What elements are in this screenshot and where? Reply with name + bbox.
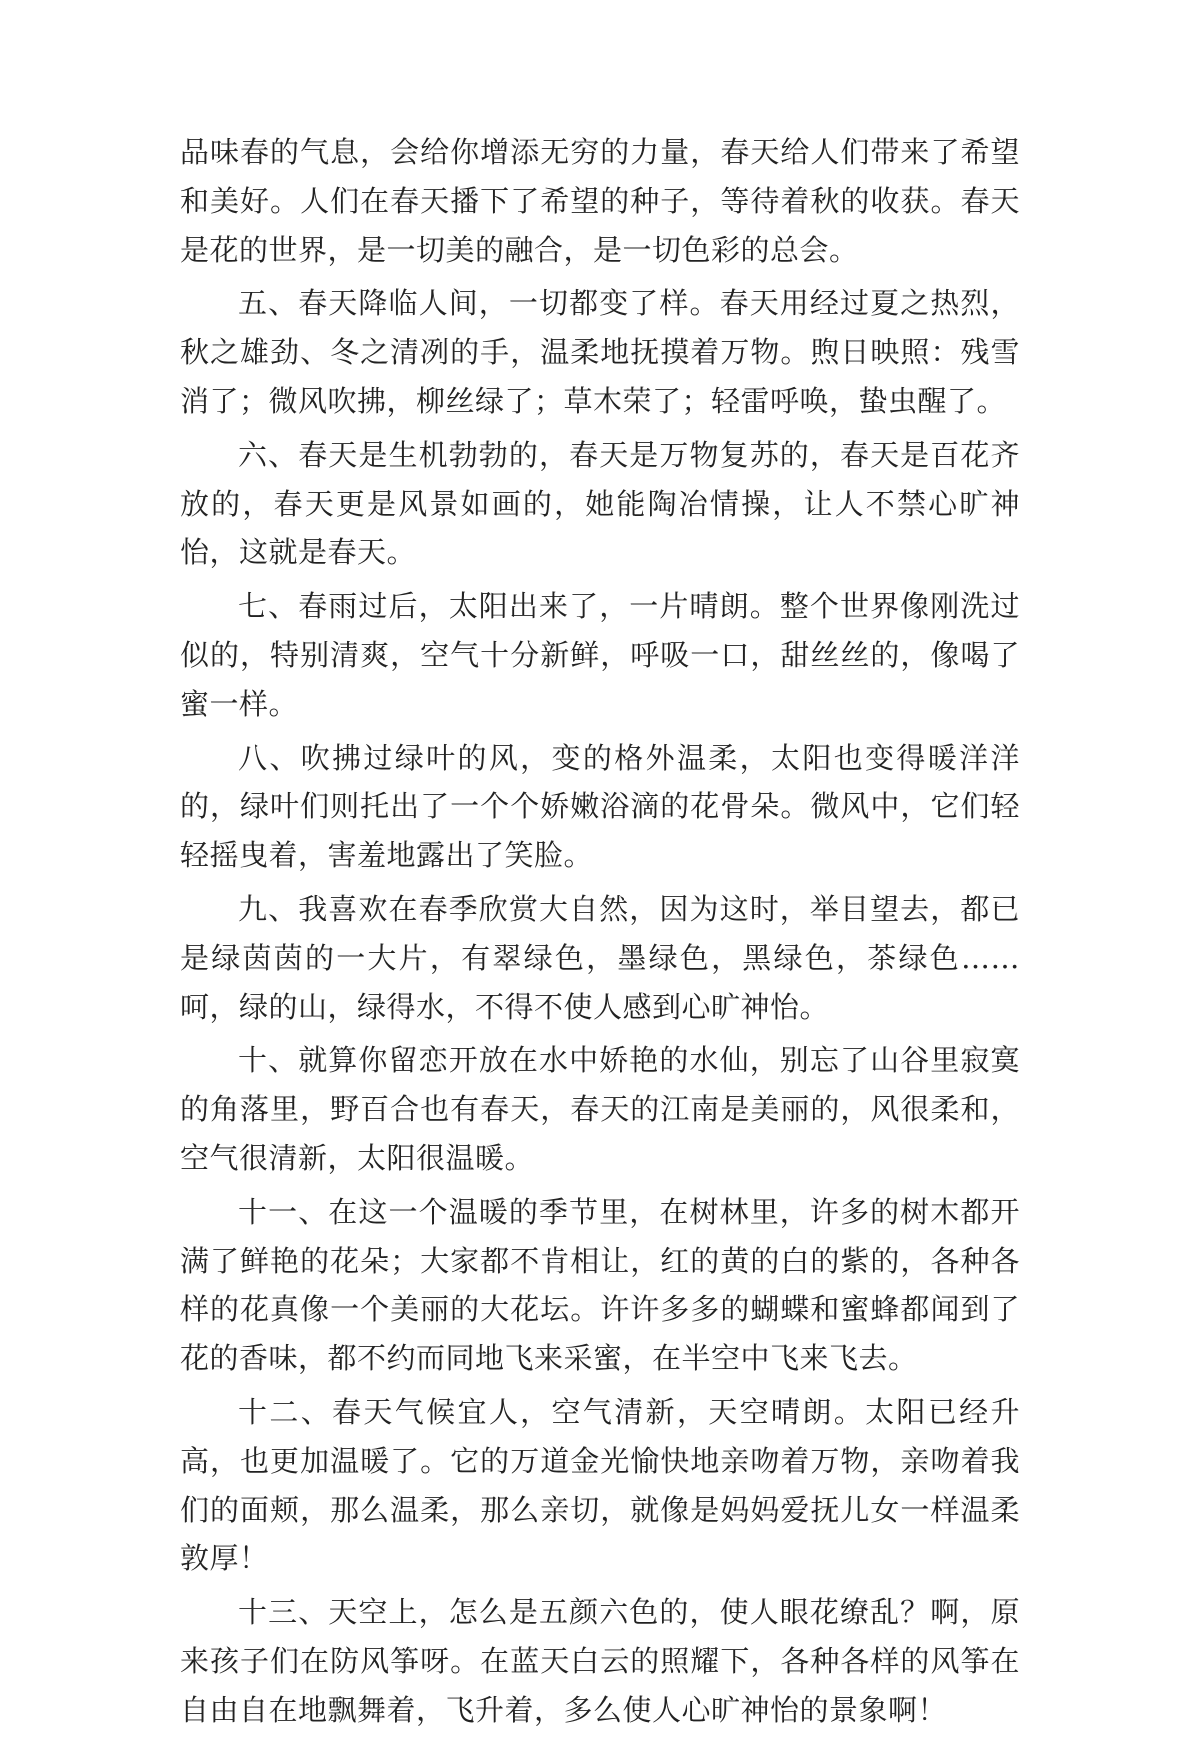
paragraph-10: 十、就算你留恋开放在水中娇艳的水仙，别忘了山谷里寂寞的角落里，野百合也有春天，春天的江南是美丽的，风很柔和，空气很清新，太阳很温暖。 xyxy=(180,1043,1020,1175)
paragraph-intro: 品味春的气息，会给你增添无穷的力量，春天给人们带来了希望和美好。人们在春天播下了希望的种子，等待着秋的收获。春天是花的世界，是一切美的融合，是一切色彩的总会。 xyxy=(180,135,1020,267)
paragraph-6: 六、春天是生机勃勃的，春天是万物复苏的，春天是百花齐放的，春天更是风景如画的，她能陶冶情操，让人不禁心旷神怡，这就是春天。 xyxy=(180,437,1020,570)
paragraph-8: 八、吹拂过绿叶的风，变的格外温柔，太阳也变得暖洋洋的，绿叶们则托出了一个个娇嫩浴滴的花骨朵。微风中，它们轻轻摇曳着，害羞地露出了笑脸。 xyxy=(180,740,1020,873)
paragraph-9: 九、我喜欢在春季欣赏大自然，因为这时，举目望去，都已是绿茵茵的一大片，有翠绿色，墨绿色，黑绿色，茶绿色……呵，绿的山，绿得水，不得不使人感到心旷神怡。 xyxy=(180,891,1020,1024)
document-body xyxy=(180,128,1020,1740)
paragraph-7: 七、春雨过后，太阳出来了，一片晴朗。整个世界像刚洗过似的，特别清爽，空气十分新鲜，呼吸一口，甜丝丝的，像喝了蜜一样。 xyxy=(180,589,1020,721)
paragraph-5: 五、春天降临人间，一切都变了样。春天用经过夏之热烈，秋之雄劲、冬之清冽的手，温柔地抚摸着万物。煦日映照：残雪消了；微风吹拂，柳丝绿了；草木荣了；轻雷呼唤，蛰虫醒了。 xyxy=(180,286,1020,418)
paragraph-13: 十三、天空上，怎么是五颜六色的，使人眼花缭乱？啊，原来孩子们在防风筝呀。在蓝天白云的照耀下，各种各样的风筝在自由自在地飘舞着，飞升着，多么使人心旷神怡的景象啊！ xyxy=(180,1595,1020,1727)
paragraph-11: 十一、在这一个温暖的季节里，在树林里，许多的树木都开满了鲜艳的花朵；大家都不肯相让，红的黄的白的紫的，各种各样的花真像一个美丽的大花坛。许许多多的蝴蝶和蜜蜂都闻到了花的香味，都不约而同地飞来采蜜，在半空中飞来飞去。 xyxy=(180,1194,1020,1376)
paragraph-12: 十二、春天气候宜人，空气清新，天空晴朗。太阳已经升高，也更加温暖了。它的万道金光愉快地亲吻着万物，亲吻着我们的面颊，那么温柔，那么亲切，就像是妈妈爱抚儿女一样温柔敦厚！ xyxy=(180,1394,1020,1576)
